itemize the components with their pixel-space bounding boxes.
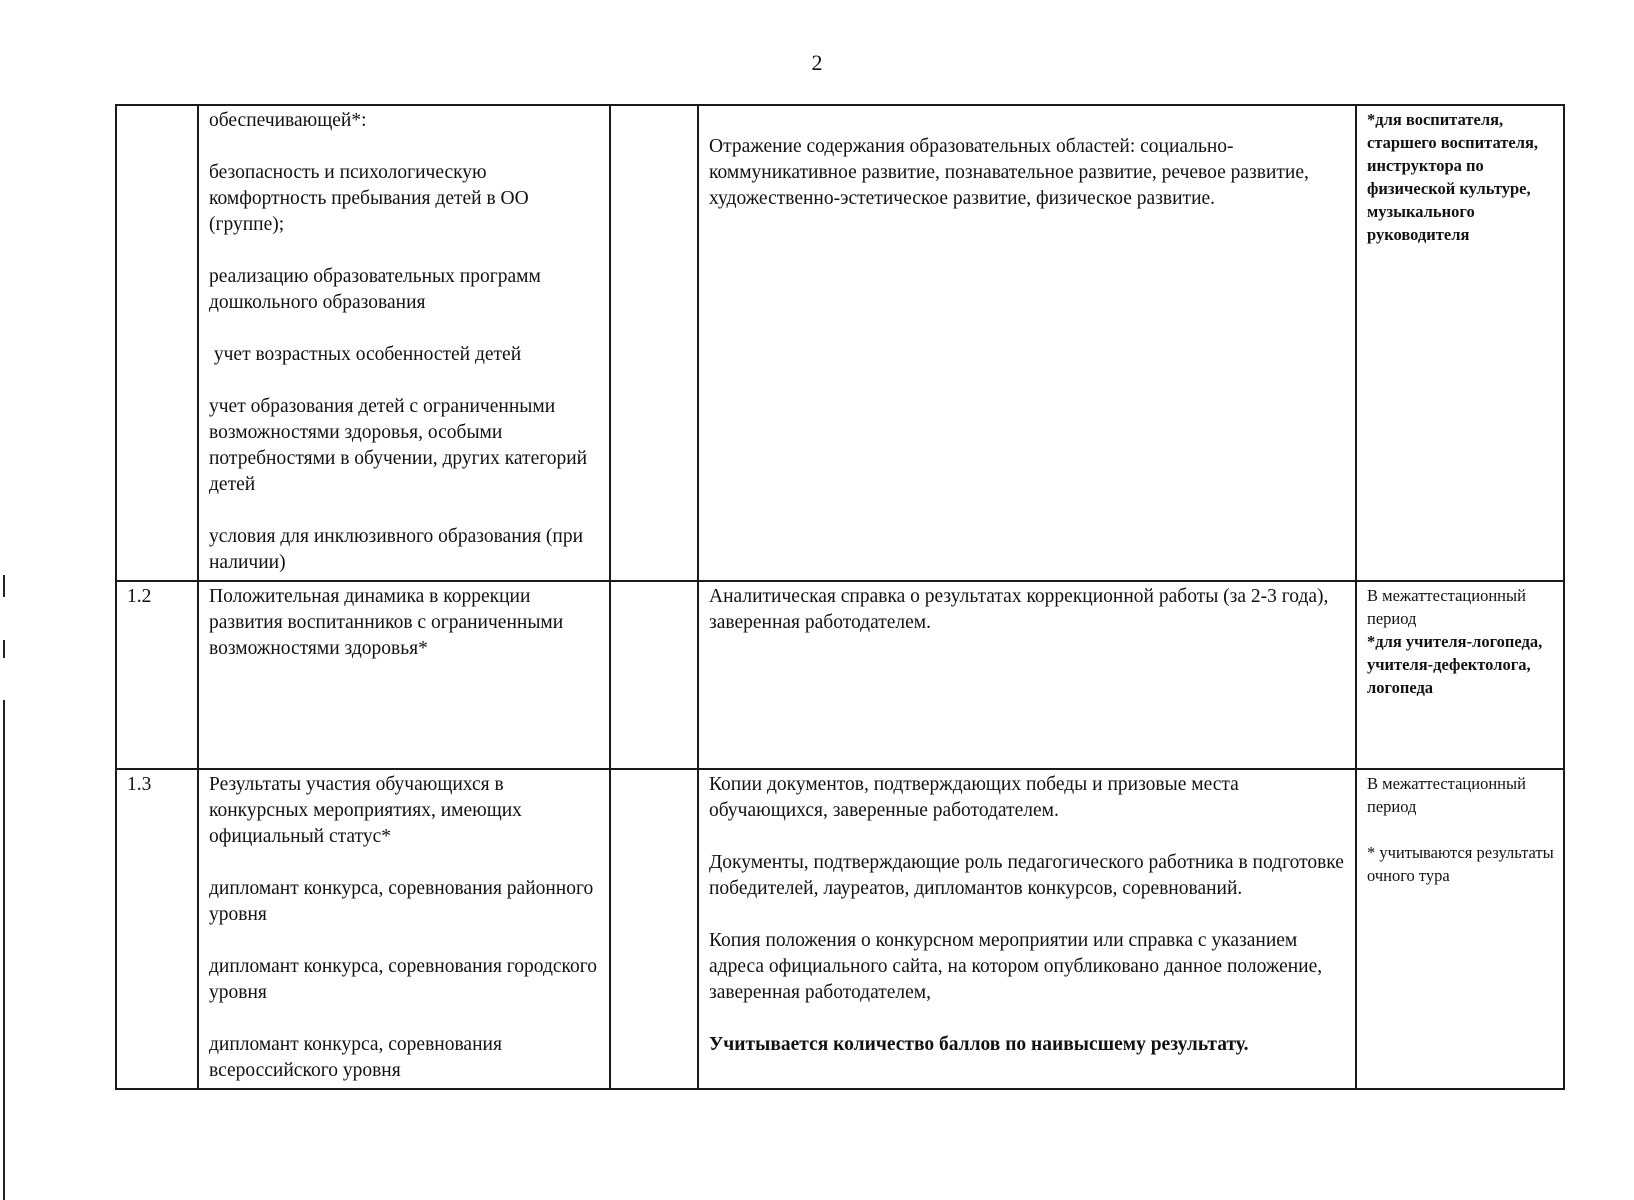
criteria-cell (198, 581, 610, 769)
scan-edge-mark (3, 700, 5, 1200)
table-row (116, 105, 1564, 581)
row-number-cell: 1.3 (116, 769, 198, 1089)
criteria-text: безопасность и психологическую комфортность пребывания детей в ОО (группе); (209, 162, 529, 235)
evidence-text: Отражение содержания образовательных областей: социально-коммуникативное развитие, познавательное развитие, речевое развитие, художественно-эстетическое развитие, физическое развитие. (709, 136, 1309, 209)
evidence-text: Копии документов, подтверждающих победы и призовые места обучающихся, заверенные работодателем. (709, 774, 1239, 821)
criteria-cell (198, 105, 610, 581)
table-row (116, 581, 1564, 769)
criteria-text: реализацию образовательных программ дошкольного образования (209, 266, 541, 313)
criteria-text: условия для инклюзивного образования (при наличии) (209, 526, 584, 573)
scan-edge-mark (3, 575, 5, 597)
page-number: 2 (811, 50, 823, 75)
table-row (116, 769, 1564, 1089)
row-number-cell (116, 105, 198, 581)
evidence-text: Копия положения о конкурсном мероприятии или справка с указанием адреса официального сайта, на котором опубликовано данное положение, заверенная работодателем, (709, 930, 1323, 1003)
notes-cell (1356, 581, 1564, 769)
evidence-text: Аналитическая справка о результатах коррекционной работы (за 2-3 года), заверенная работодателем. (709, 586, 1329, 633)
note-bold: *для учителя-логопеда, учителя-дефектолога, логопеда (1367, 632, 1543, 697)
criteria-text: дипломант конкурса, соревнования городского уровня (209, 956, 598, 1003)
notes-cell (1356, 769, 1564, 1089)
note-period: В межаттестационный период (1367, 586, 1526, 628)
evidence-bold-text: Учитывается количество баллов по наивысшему результату. (709, 1034, 1249, 1055)
scan-edge-mark (3, 640, 5, 658)
criteria-text: дипломант конкурса, соревнования всероссийского уровня (209, 1034, 502, 1081)
criteria-text: учет возрастных особенностей детей (209, 344, 522, 365)
score-cell (610, 581, 698, 769)
evidence-cell (698, 769, 1356, 1089)
criteria-text: учет образования детей с ограниченными возможностями здоровья, особыми потребностями в обучении, других категорий детей (209, 396, 588, 495)
score-cell (610, 105, 698, 581)
evidence-cell (698, 581, 1356, 769)
evidence-text: Документы, подтверждающие роль педагогического работника в подготовке победителей, лауреатов, дипломантов конкурсов, соревнований. (709, 852, 1344, 899)
score-cell (610, 769, 698, 1089)
criteria-cell (198, 769, 610, 1089)
notes-cell (1356, 105, 1564, 581)
criteria-text: обеспечивающей*: (209, 110, 367, 131)
criteria-text: Положительная динамика в коррекции развития воспитанников с ограниченными возможностями здоровья* (209, 586, 564, 659)
evidence-cell (698, 105, 1356, 581)
criteria-text: Результаты участия обучающихся в конкурсных мероприятиях, имеющих официальный статус* (209, 774, 522, 847)
note-plain: * учитываются результаты очного тура (1367, 843, 1554, 885)
criteria-text: дипломант конкурса, соревнования районного уровня (209, 878, 594, 925)
note-period: В межаттестационный период (1367, 774, 1526, 816)
criteria-table (115, 104, 1565, 1090)
note-bold: *для воспитателя, старшего воспитателя, инструктора по физической культуре, музыкального руководителя (1367, 110, 1539, 244)
row-number-cell: 1.2 (116, 581, 198, 769)
